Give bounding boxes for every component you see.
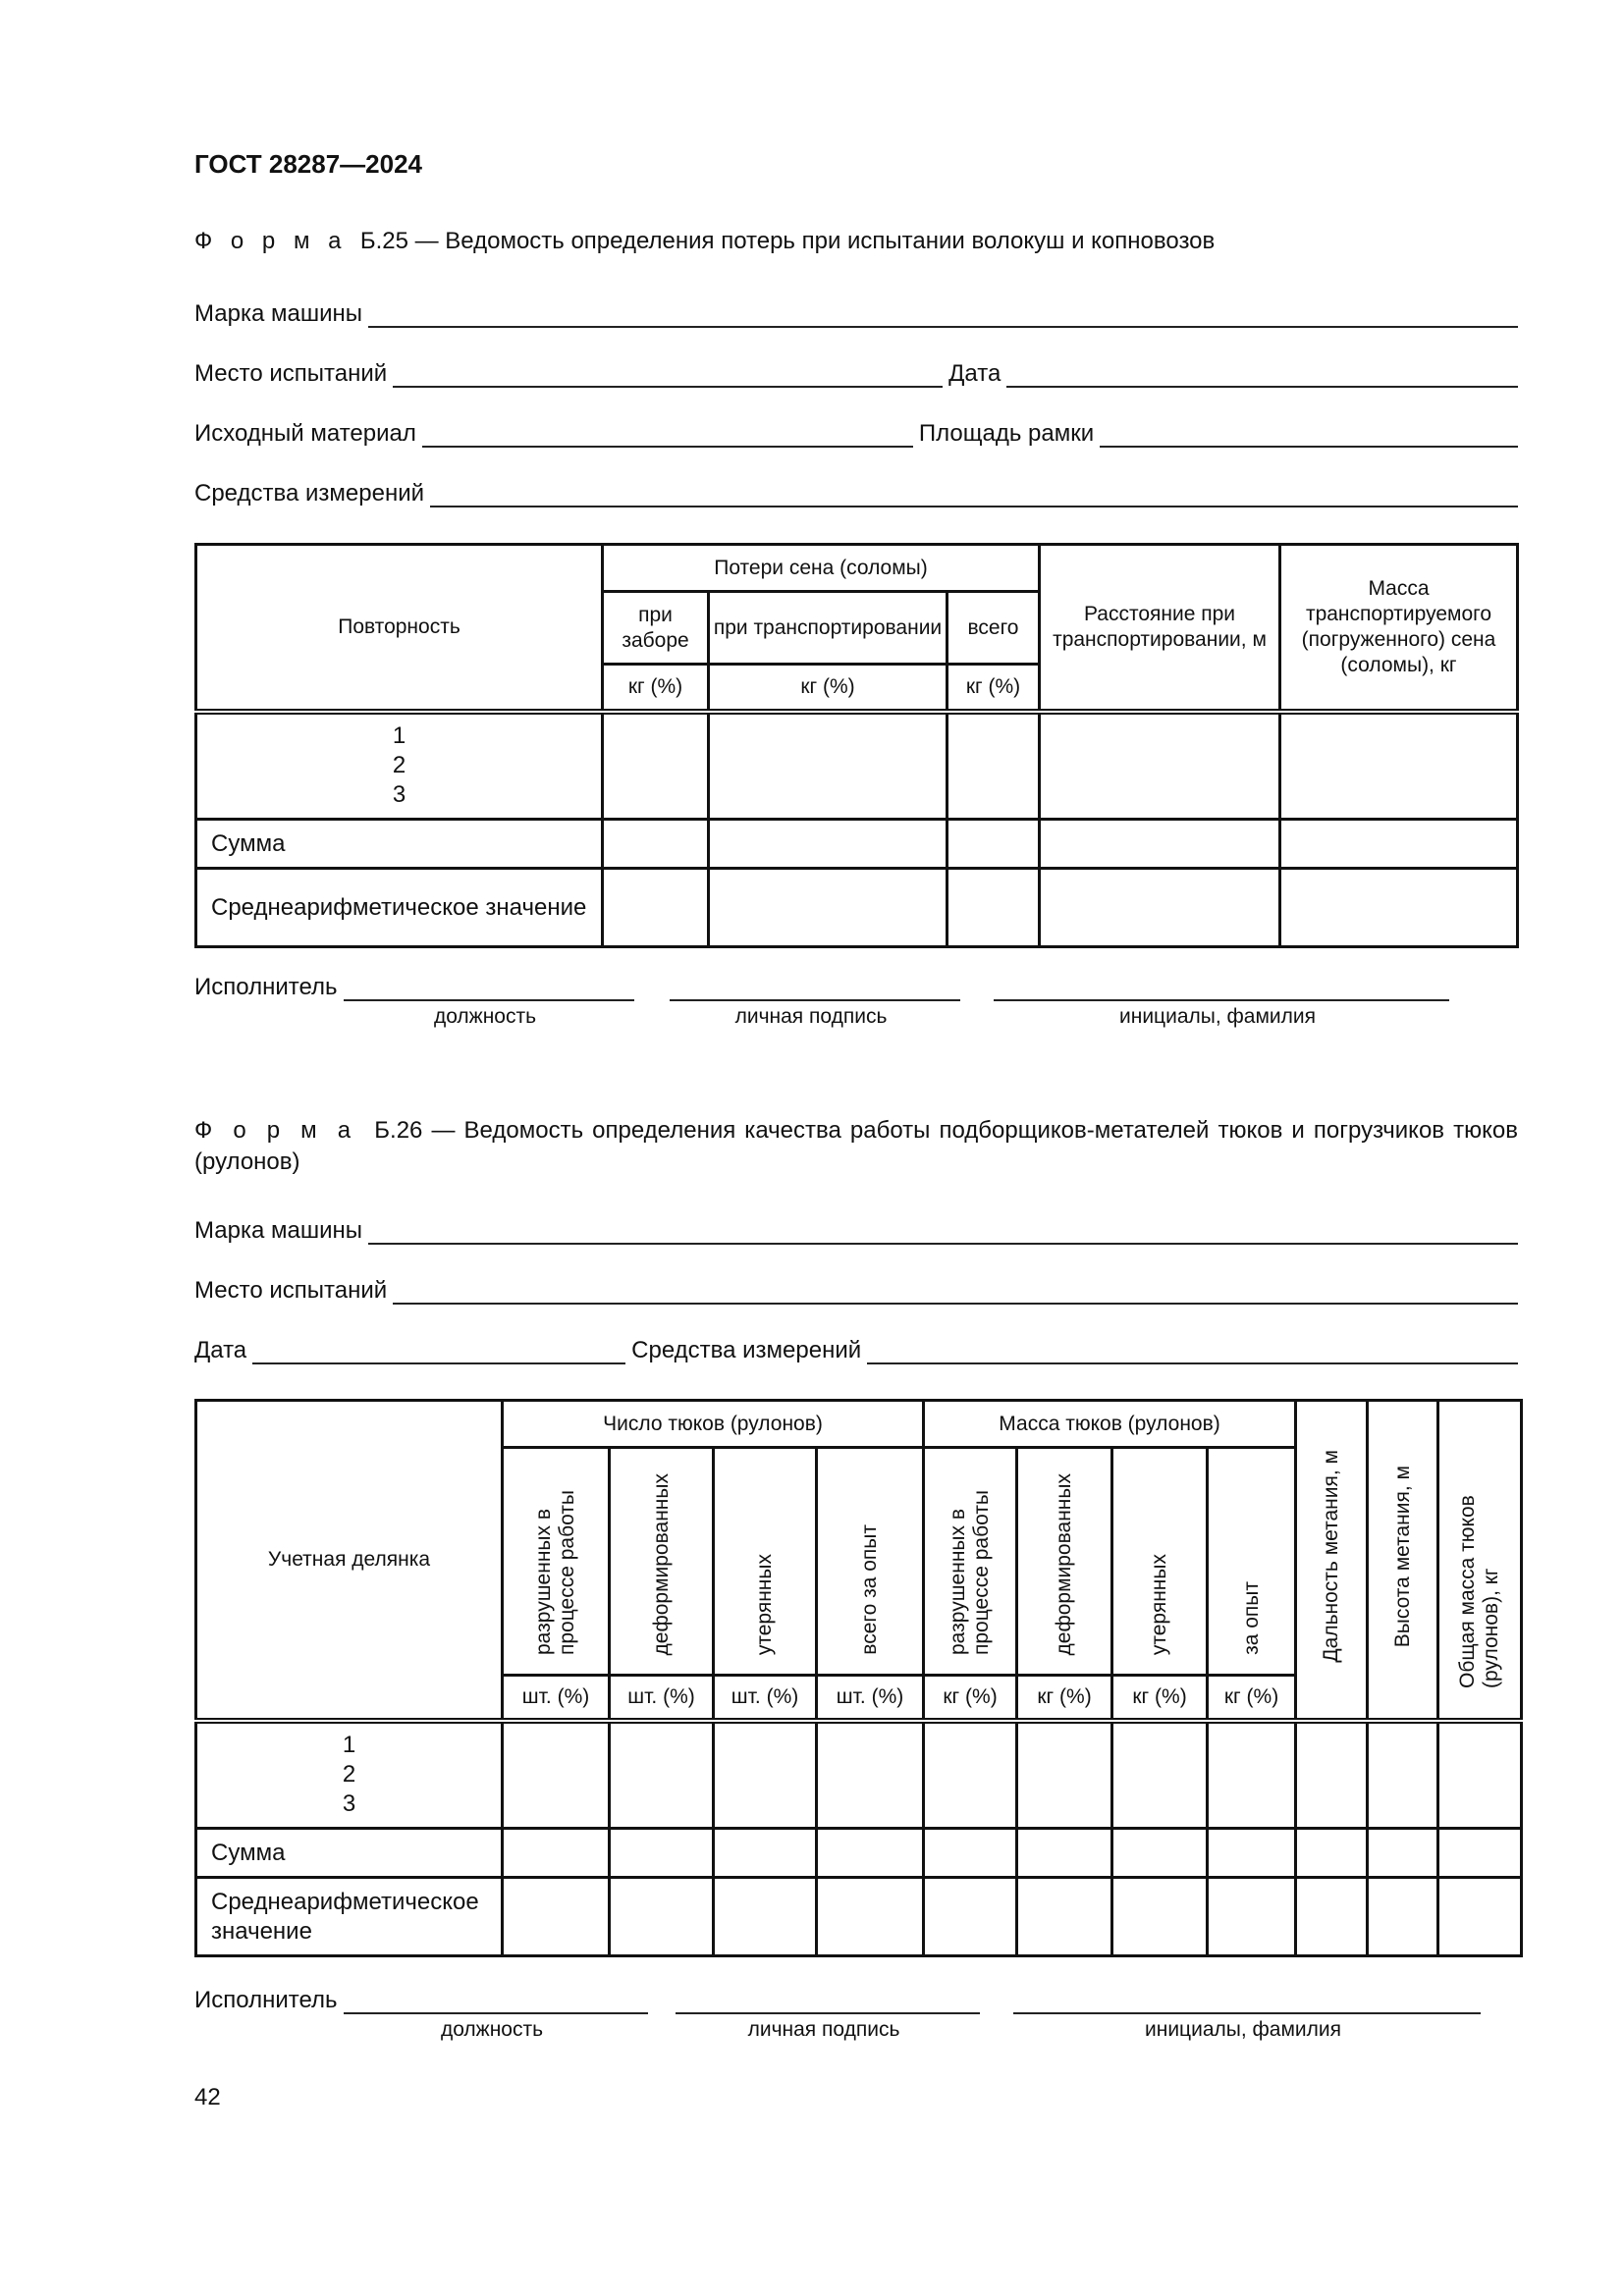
col-header-throw-height: Высота метания, м <box>1368 1401 1438 1721</box>
table-row <box>196 712 1518 820</box>
col-header-total: всего <box>947 592 1040 665</box>
form-b26-title <box>194 1115 1518 1178</box>
position-input[interactable] <box>344 1989 648 2014</box>
cell[interactable] <box>603 820 709 869</box>
col-group-count: Число тюков (рулонов) <box>503 1401 924 1448</box>
repeat-numbers: 1 2 3 <box>196 712 603 820</box>
cell[interactable] <box>610 1829 714 1878</box>
col-header-total-mass: Общая масса тюков (рулонов), кг <box>1438 1401 1522 1721</box>
col-header-lost-mass: утерянных <box>1112 1448 1208 1676</box>
field-label: Марка машины <box>194 1217 363 1244</box>
col-header-mass: Масса транспортируемого (погруженного) сена (соломы), кг <box>1280 545 1518 712</box>
caption-position: должность <box>440 2018 544 2041</box>
cell[interactable] <box>924 1721 1017 1829</box>
cell[interactable] <box>1112 1829 1208 1878</box>
field-label: Исходный материал <box>194 420 416 447</box>
field-machine-brand <box>194 293 1518 328</box>
unit-label: кг (%) <box>1017 1676 1112 1721</box>
mean-label: Среднеарифметическое значение <box>196 869 603 947</box>
cell[interactable] <box>1017 1829 1112 1878</box>
table-row <box>196 1878 1522 1956</box>
cell[interactable] <box>603 712 709 820</box>
cell[interactable] <box>1112 1878 1208 1956</box>
cell[interactable] <box>924 1829 1017 1878</box>
col-header-lost-count: утерянных <box>714 1448 817 1676</box>
cell[interactable] <box>1040 712 1280 820</box>
cell[interactable] <box>1017 1878 1112 1956</box>
col-header-total-count: всего за опыт <box>817 1448 924 1676</box>
col-group-losses: Потери сена (соломы) <box>603 545 1040 592</box>
caption-name: инициалы, фамилия <box>1119 1005 1316 1028</box>
col-header-destroyed-mass: разрушенных в процессе работы <box>924 1448 1017 1676</box>
machine-brand-input[interactable] <box>368 300 1518 328</box>
instruments-input[interactable] <box>430 480 1518 507</box>
document-header: ГОСТ 28287—2024 <box>194 149 422 179</box>
table-row <box>196 1721 1522 1829</box>
cell[interactable] <box>1296 1878 1368 1956</box>
field-machine-brand <box>194 1209 1518 1245</box>
cell[interactable] <box>1040 869 1280 947</box>
unit-label: шт. (%) <box>714 1676 817 1721</box>
cell[interactable] <box>1368 1878 1438 1956</box>
signature-label: Исполнитель <box>194 1987 338 2013</box>
field-label: Средства измерений <box>631 1337 862 1363</box>
cell[interactable] <box>503 1721 610 1829</box>
field-label: Марка машины <box>194 300 363 327</box>
sum-label: Сумма <box>196 1829 503 1878</box>
col-header-deformed-count: деформированных <box>610 1448 714 1676</box>
field-label: Средства измерений <box>194 480 425 507</box>
form-prefix: Ф о р м а <box>194 228 348 254</box>
unit-label: кг (%) <box>603 665 709 712</box>
form-prefix: Ф о р м а <box>194 1117 357 1144</box>
cell[interactable] <box>817 1721 924 1829</box>
field-label: Дата <box>194 1337 247 1363</box>
unit-label: кг (%) <box>947 665 1040 712</box>
cell[interactable] <box>817 1878 924 1956</box>
date-input[interactable] <box>1006 360 1518 388</box>
caption-position: должность <box>433 1005 537 1028</box>
position-input[interactable] <box>344 976 634 1001</box>
cell[interactable] <box>1208 1878 1296 1956</box>
cell[interactable] <box>817 1829 924 1878</box>
cell[interactable] <box>1296 1721 1368 1829</box>
cell[interactable] <box>1280 820 1518 869</box>
signature-input[interactable] <box>670 976 960 1001</box>
field-test-site-date <box>194 352 1518 388</box>
cell[interactable] <box>1040 820 1280 869</box>
plot-numbers: 1 2 3 <box>196 1721 503 1829</box>
caption-name: инициалы, фамилия <box>1145 2018 1341 2041</box>
table-row <box>196 869 1518 947</box>
cell[interactable] <box>1438 1829 1522 1878</box>
losses-table <box>194 543 1519 948</box>
test-site-input[interactable] <box>393 1277 1518 1305</box>
cell[interactable] <box>1438 1878 1522 1956</box>
name-input[interactable] <box>1013 1989 1481 2014</box>
form-title-text: Б.25 — Ведомость определения потерь при испытании волокуш и копновозов <box>359 228 1216 254</box>
form-b25-title <box>194 226 1518 257</box>
unit-label: кг (%) <box>709 665 947 712</box>
unit-label: шт. (%) <box>503 1676 610 1721</box>
field-material-area <box>194 412 1518 448</box>
unit-label: кг (%) <box>1208 1676 1296 1721</box>
cell[interactable] <box>1368 1721 1438 1829</box>
page-number: 42 <box>194 2084 221 2110</box>
name-input[interactable] <box>994 976 1449 1001</box>
cell[interactable] <box>714 1829 817 1878</box>
source-material-input[interactable] <box>422 420 913 448</box>
field-label: Площадь рамки <box>918 420 1095 447</box>
cell[interactable] <box>947 712 1040 820</box>
caption-signature: личная подпись <box>734 1005 888 1028</box>
cell[interactable] <box>1017 1721 1112 1829</box>
cell[interactable] <box>603 869 709 947</box>
cell[interactable] <box>610 1878 714 1956</box>
table-row <box>196 1829 1522 1878</box>
sum-label: Сумма <box>196 820 603 869</box>
field-label: Место испытаний <box>194 1277 388 1304</box>
cell[interactable] <box>924 1878 1017 1956</box>
cell[interactable] <box>709 712 947 820</box>
cell[interactable] <box>1280 712 1518 820</box>
col-group-mass: Масса тюков (рулонов) <box>924 1401 1296 1448</box>
col-header-repeat: Повторность <box>196 545 603 712</box>
field-instruments <box>194 472 1518 507</box>
date-input[interactable] <box>252 1337 625 1364</box>
unit-label: шт. (%) <box>610 1676 714 1721</box>
unit-label: шт. (%) <box>817 1676 924 1721</box>
machine-brand-input[interactable] <box>368 1217 1518 1245</box>
cell[interactable] <box>709 869 947 947</box>
form-title-text: Б.26 — Ведомость определения качества работы подборщиков-метателей тюков и погрузчиков тюков (рулонов) <box>194 1117 1518 1175</box>
cell[interactable] <box>1296 1829 1368 1878</box>
cell[interactable] <box>1208 1721 1296 1829</box>
frame-area-input[interactable] <box>1100 420 1518 448</box>
cell[interactable] <box>1438 1721 1522 1829</box>
test-site-input[interactable] <box>393 360 943 388</box>
col-header-distance: Расстояние при транспортировании, м <box>1040 545 1280 712</box>
table-row <box>196 820 1518 869</box>
cell[interactable] <box>714 1878 817 1956</box>
col-header-plot: Учетная делянка <box>196 1401 503 1721</box>
col-header-deformed-mass: деформированных <box>1017 1448 1112 1676</box>
signature-label: Исполнитель <box>194 974 338 1000</box>
unit-label: кг (%) <box>1112 1676 1208 1721</box>
field-label: Дата <box>948 360 1001 387</box>
col-header-per-trial-mass: за опыт <box>1208 1448 1296 1676</box>
field-date-instruments <box>194 1329 1518 1364</box>
caption-signature: личная подпись <box>747 2018 900 2041</box>
cell[interactable] <box>1368 1829 1438 1878</box>
signature-block-b26 <box>194 1981 1490 2042</box>
col-header-throw-distance: Дальность метания, м <box>1296 1401 1368 1721</box>
cell[interactable] <box>503 1878 610 1956</box>
cell[interactable] <box>714 1721 817 1829</box>
cell[interactable] <box>947 820 1040 869</box>
col-header-intake: при заборе <box>603 592 709 665</box>
mean-label: Среднеарифметическое значение <box>196 1878 503 1956</box>
cell[interactable] <box>503 1829 610 1878</box>
cell[interactable] <box>709 820 947 869</box>
cell[interactable] <box>610 1721 714 1829</box>
cell[interactable] <box>1208 1829 1296 1878</box>
field-label: Место испытаний <box>194 360 388 387</box>
signature-input[interactable] <box>676 1989 980 2014</box>
instruments-input[interactable] <box>867 1337 1518 1364</box>
bales-quality-table <box>194 1399 1523 1957</box>
col-header-destroyed-count: разрушенных в процессе работы <box>503 1448 610 1676</box>
field-test-site <box>194 1269 1518 1305</box>
col-header-transport: при транспортировании <box>709 592 947 665</box>
cell[interactable] <box>1280 869 1518 947</box>
unit-label: кг (%) <box>924 1676 1017 1721</box>
cell[interactable] <box>947 869 1040 947</box>
cell[interactable] <box>1112 1721 1208 1829</box>
signature-block-b25 <box>194 968 1490 1029</box>
